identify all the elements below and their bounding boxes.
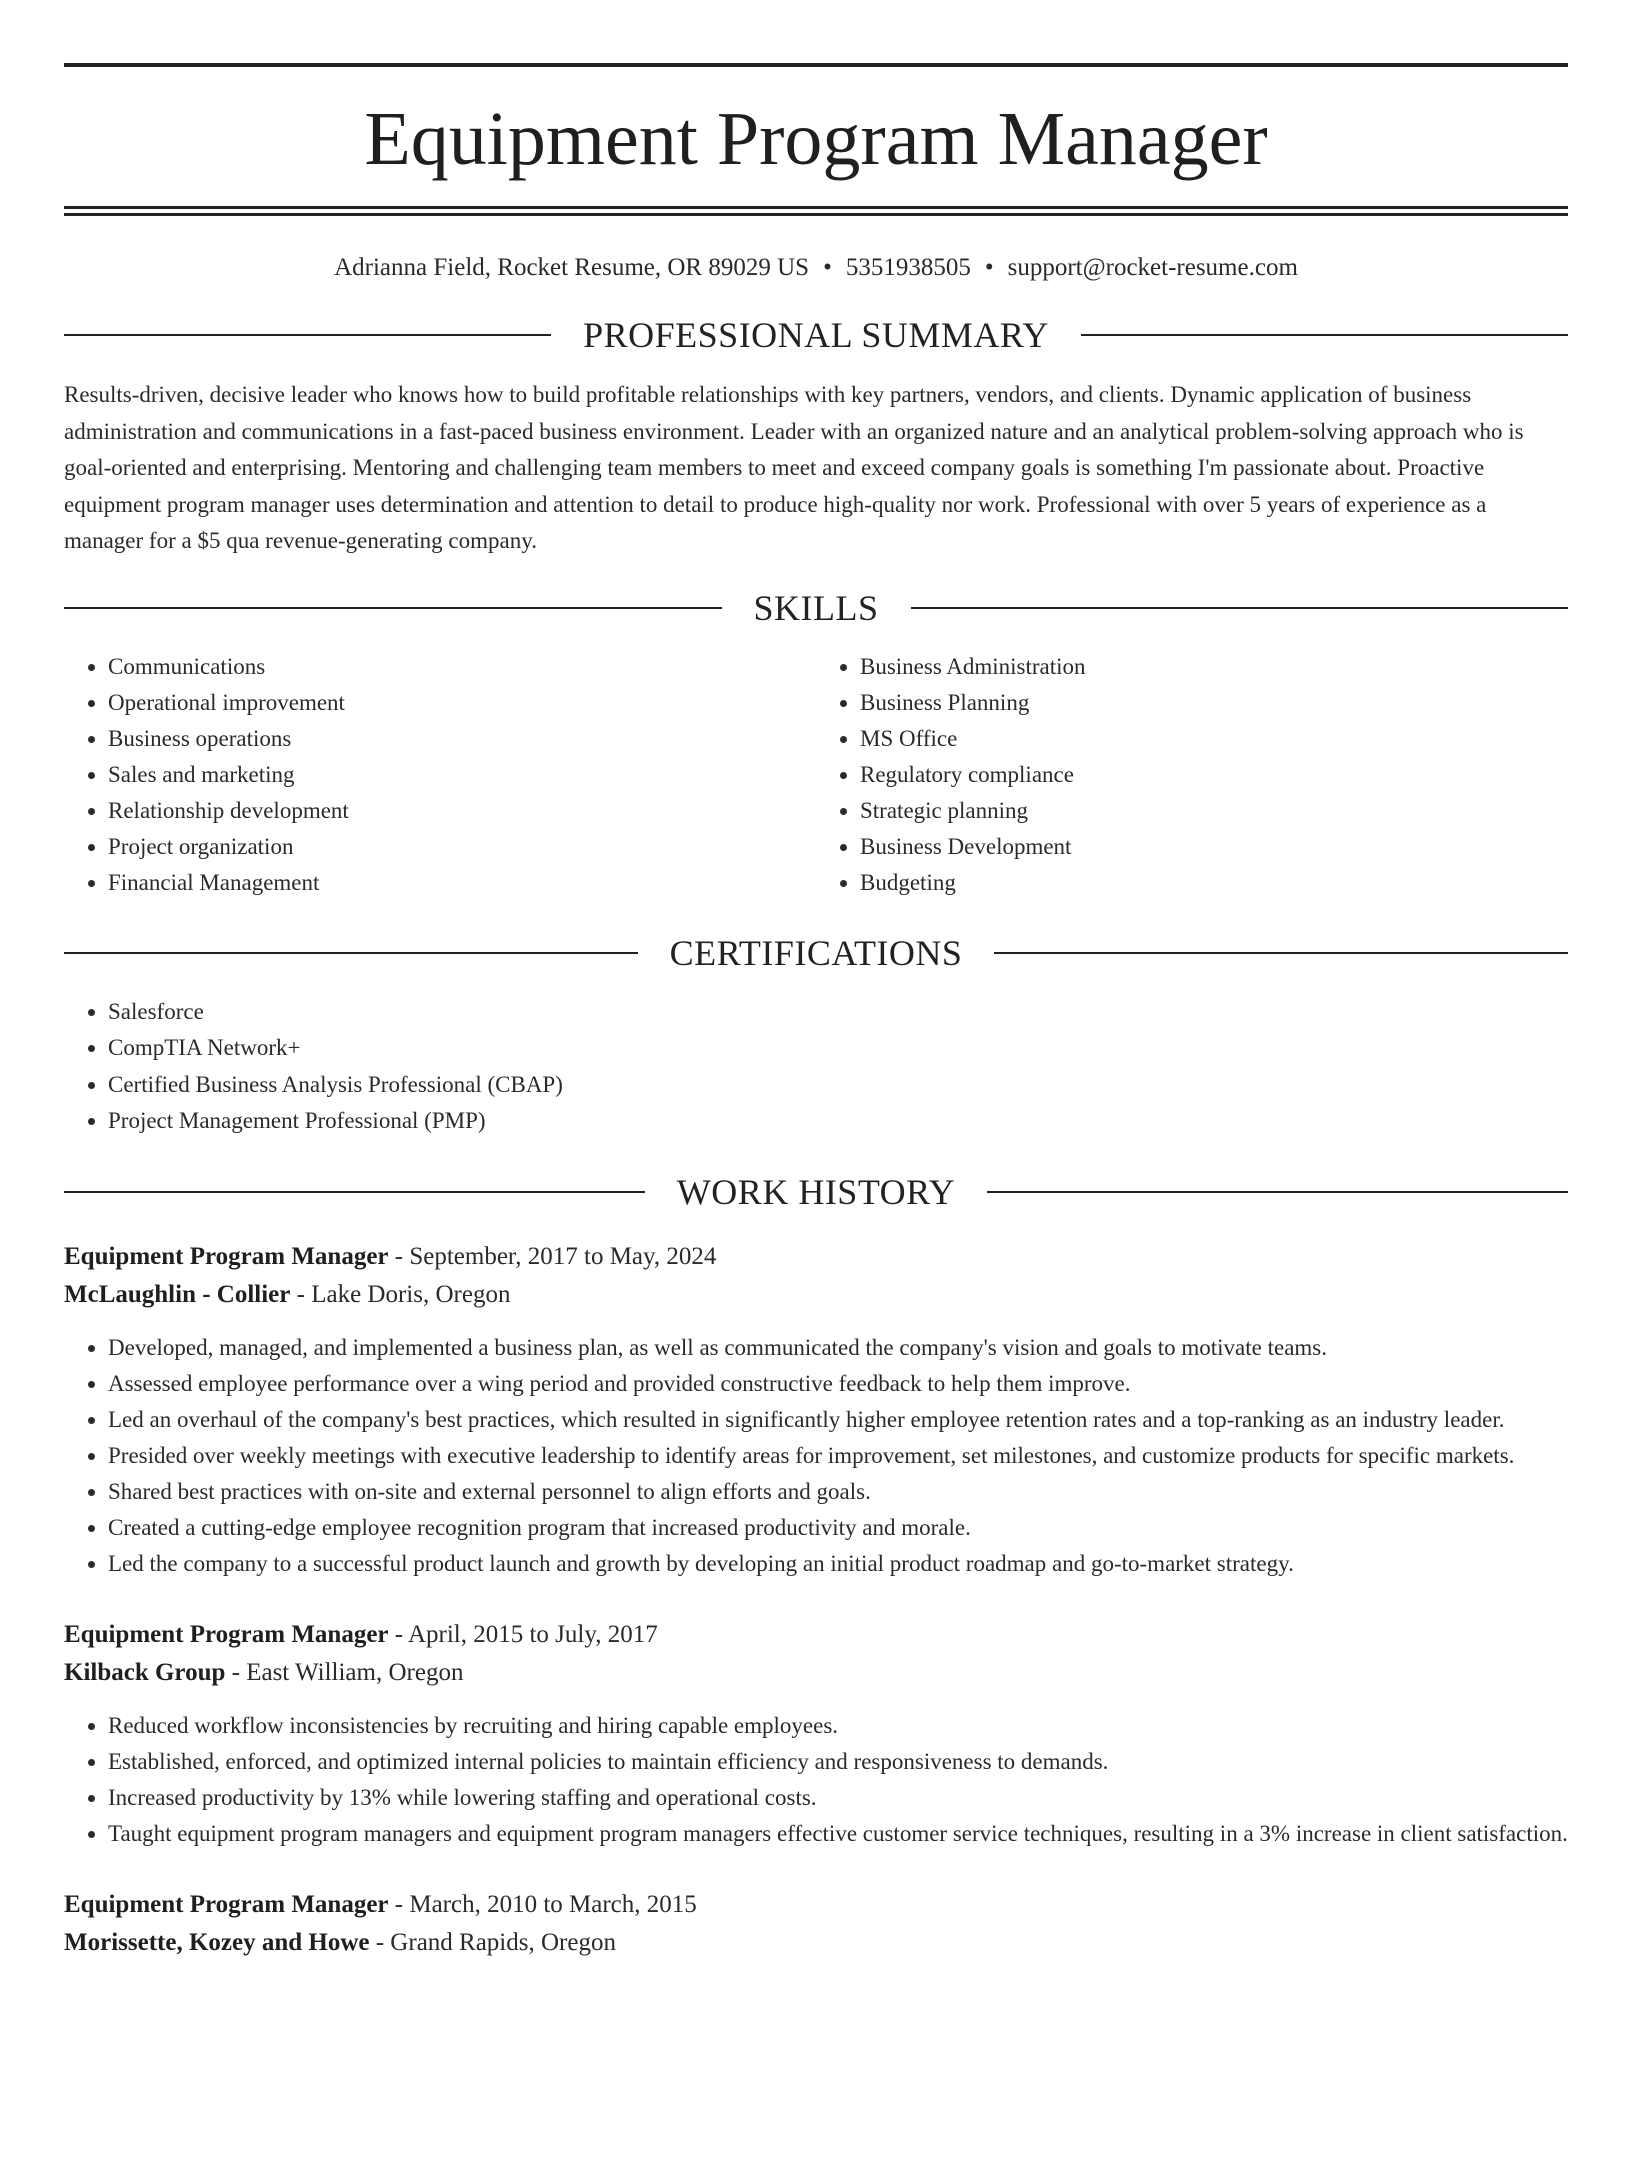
header-double-rule xyxy=(64,206,1568,216)
skills-list-left xyxy=(64,649,816,901)
skill-item: • Financial Management xyxy=(108,865,816,901)
job-dates: - September, 2017 to May, 2024 xyxy=(388,1242,717,1270)
job-title-line xyxy=(64,1616,1568,1655)
job-bullet: • Led an overhaul of the company's best practices, which resulted in significantly higher employee retention rates and a top-ranking as an industry leader. xyxy=(108,1402,1568,1438)
skills-list-right xyxy=(816,649,1568,901)
skill-item: • Project organization xyxy=(108,829,816,865)
skills-columns xyxy=(64,649,1568,901)
certification-item: • Certified Business Analysis Professional (CBAP) xyxy=(108,1067,1568,1104)
contact-line xyxy=(64,253,1568,283)
job-entry xyxy=(64,1886,1568,1963)
section-heading-label: CERTIFICATIONS xyxy=(669,932,963,973)
skill-item: • Budgeting xyxy=(860,865,1568,901)
skill-item: • Business operations xyxy=(108,721,816,757)
certification-item: • Project Management Professional (PMP) xyxy=(108,1103,1568,1140)
job-bullet: • Shared best practices with on-site and external personnel to align efforts and goals. xyxy=(108,1474,1568,1510)
job-company-line xyxy=(64,1924,1568,1963)
job-bullet: • Assessed employee performance over a wing period and provided constructive feedback to help them improve. xyxy=(108,1366,1568,1402)
job-bullet: • Reduced workflow inconsistencies by recruiting and hiring capable employees. xyxy=(108,1708,1568,1744)
heading-rule-right xyxy=(994,952,1568,954)
job-company-line xyxy=(64,1654,1568,1693)
summary-paragraph: Results-driven, decisive leader who knows how to build profitable relationships with key partners, vendors, and clients. Dynamic application of business administration and communications in a fast-paced business environment. Leader with an organized nature and an analytical problem-solving approach who is goal-oriented and enterprising. Mentoring and challenging team members to meet and exceed company goals is something I'm passionate about. Proactive equipment program manager uses determination and attention to detail to produce high-quality nor work. Professional with over 5 years of experience as a manager for a $5 qua revenue-generating company. xyxy=(64,382,1524,553)
heading-rule-right xyxy=(987,1191,1568,1193)
header-top-rule xyxy=(64,63,1568,67)
contact-address: Adrianna Field, Rocket Resume, OR 89029 US xyxy=(334,254,810,281)
job-bullet: • Taught equipment program managers and equipment program managers effective customer service techniques, resulting in a 3% increase in client satisfaction. xyxy=(108,1816,1568,1852)
skill-item: • Business Development xyxy=(860,829,1568,865)
heading-rule-left xyxy=(64,1191,645,1193)
skill-item: • Communications xyxy=(108,649,816,685)
section-heading-certifications xyxy=(64,932,1568,973)
job-location: - Grand Rapids, Oregon xyxy=(369,1929,616,1956)
contact-separator: • xyxy=(984,254,994,281)
skill-item: • Relationship development xyxy=(108,793,816,829)
certification-item: • Salesforce xyxy=(108,994,1568,1031)
skill-item: • Business Administration xyxy=(860,649,1568,685)
skill-item: • Sales and marketing xyxy=(108,757,816,793)
job-dates: - March, 2010 to March, 2015 xyxy=(388,1890,697,1918)
section-heading-label: PROFESSIONAL SUMMARY xyxy=(583,315,1049,355)
certifications-list xyxy=(64,994,1568,1140)
job-location: - Lake Doris, Oregon xyxy=(290,1281,511,1308)
job-company: Morissette, Kozey and Howe xyxy=(64,1929,370,1956)
section-heading-label: SKILLS xyxy=(753,587,879,628)
job-dates: - April, 2015 to July, 2017 xyxy=(388,1620,658,1648)
contact-email: support@rocket-resume.com xyxy=(1007,254,1298,281)
job-bullet: • Created a cutting-edge employee recognition program that increased productivity and morale. xyxy=(108,1510,1568,1546)
section-heading-summary xyxy=(64,317,1568,353)
job-bullets xyxy=(64,1330,1568,1582)
job-bullet: • Led the company to a successful product launch and growth by developing an initial product roadmap and go-to-market strategy. xyxy=(108,1546,1568,1582)
contact-phone: 5351938505 xyxy=(845,254,971,281)
heading-rule-left xyxy=(64,334,551,336)
heading-rule-right xyxy=(1081,334,1568,336)
skill-item: • Operational improvement xyxy=(108,685,816,721)
resume-title: Equipment Program Manager xyxy=(364,97,1268,181)
job-bullet: • Developed, managed, and implemented a business plan, as well as communicated the company's vision and goals to motivate teams. xyxy=(108,1330,1568,1366)
job-company: McLaughlin - Collier xyxy=(64,1281,291,1308)
job-entry xyxy=(64,1616,1568,1852)
heading-rule-left xyxy=(64,607,722,609)
skill-item: • Strategic planning xyxy=(860,793,1568,829)
skill-item: • Business Planning xyxy=(860,685,1568,721)
job-title: Equipment Program Manager xyxy=(64,1890,389,1918)
job-company: Kilback Group xyxy=(64,1659,226,1686)
certification-item: • CompTIA Network+ xyxy=(108,1030,1568,1067)
job-title: Equipment Program Manager xyxy=(64,1242,389,1270)
certifications-block xyxy=(64,994,1568,1140)
resume-page xyxy=(0,63,1632,2175)
job-bullet: • Increased productivity by 13% while lowering staffing and operational costs. xyxy=(108,1780,1568,1816)
section-heading-label: WORK HISTORY xyxy=(676,1171,956,1212)
skill-item: • Regulatory compliance xyxy=(860,757,1568,793)
heading-rule-left xyxy=(64,952,638,954)
job-title-line xyxy=(64,1238,1568,1277)
job-bullet: • Presided over weekly meetings with executive leadership to identify areas for improvement, set milestones, and customize products for specific markets. xyxy=(108,1438,1568,1474)
job-entry xyxy=(64,1238,1568,1582)
section-heading-work-history xyxy=(64,1171,1568,1212)
job-location: - East William, Oregon xyxy=(225,1659,464,1686)
job-bullet: • Established, enforced, and optimized internal policies to maintain efficiency and responsiveness to demands. xyxy=(108,1744,1568,1780)
job-title-line xyxy=(64,1886,1568,1925)
skill-item: • MS Office xyxy=(860,721,1568,757)
job-bullets xyxy=(64,1708,1568,1852)
section-heading-skills xyxy=(64,587,1568,628)
job-company-line xyxy=(64,1276,1568,1315)
contact-separator: • xyxy=(823,254,832,281)
heading-rule-right xyxy=(911,607,1569,609)
job-title: Equipment Program Manager xyxy=(64,1620,389,1648)
